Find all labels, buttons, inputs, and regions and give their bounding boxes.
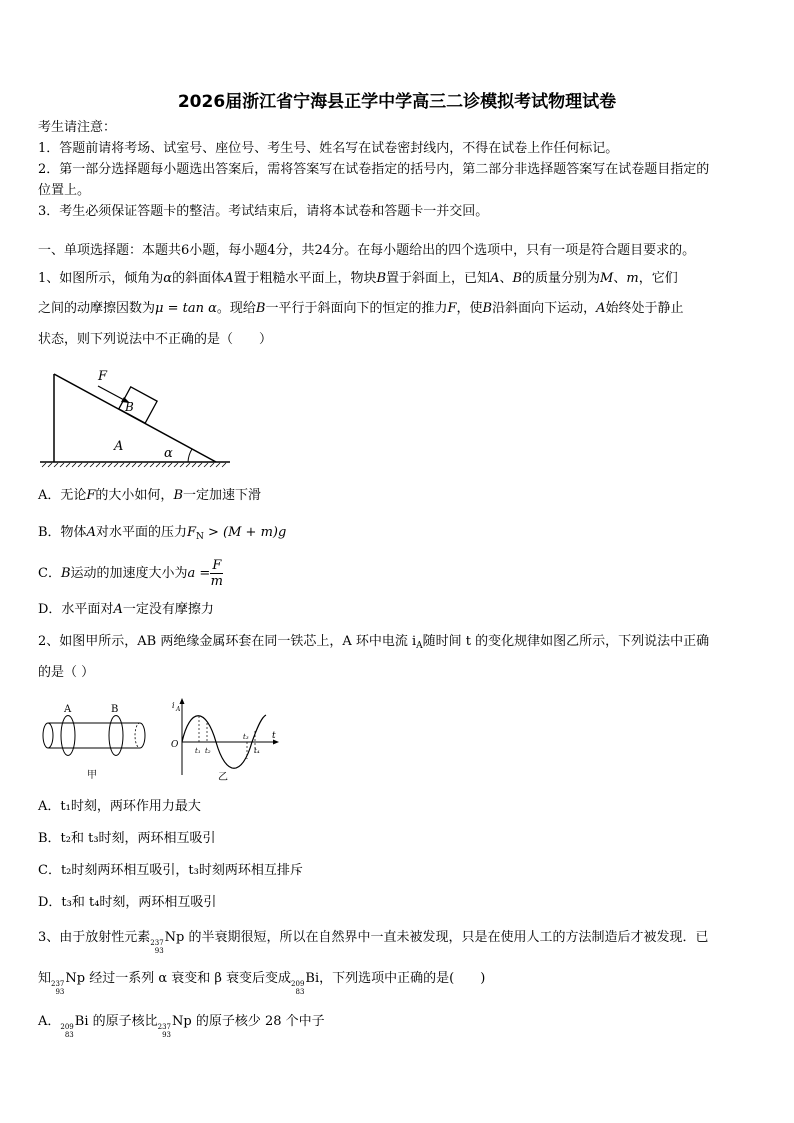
q2-line-1: 2、如图甲所示，AB 两绝缘金属环套在同一铁芯上，A 环中电流 $i_A$随时间 t 的变化规律如图乙所示，下列说法中正确 (38, 634, 710, 651)
x-axis-label: t (272, 731, 276, 741)
svg-text:t₄: t₄ (254, 747, 260, 755)
rings-core-figure (40, 700, 152, 782)
figure-yi-label: 乙 (218, 772, 228, 783)
q1-line-1: 1、如图所示，倾角为α的斜面体A置于粗糙水平面上，物块B置于斜面上，已知A、B的质量分别为M、m，它们 (38, 271, 678, 286)
q1-option-a: A．无论F的大小如何，B一定加速下滑 (38, 488, 262, 503)
ring-a (61, 716, 75, 756)
ring-b (109, 716, 123, 756)
notice-item-2-cont: 位置上。 (38, 183, 91, 198)
q1-option-b: B．物体A对水平面的压力$F_N > (M + m)g$ (38, 525, 287, 542)
notice-item-3: 3．考生必须保证答题卡的整洁。考试结束后，请将本试卷和答题卡一并交回。 (38, 204, 489, 219)
ring-a-label: A (64, 704, 72, 715)
svg-text:t₂: t₂ (205, 747, 211, 755)
svg-text:A: A (176, 706, 181, 713)
y-axis-label: i (172, 701, 175, 710)
force-label: F (98, 369, 108, 384)
q1-line-3: 状态，则下列说法中不正确的是（ ） (38, 332, 273, 347)
q2-option-c: C．t₂时刻两环相互吸引，t₃时刻两环相互排斥 (38, 863, 303, 878)
wedge-label: A (114, 439, 124, 454)
incline-figure (36, 362, 236, 472)
q3-line-1: 3、由于放射性元素 237 93 Np 的半衰期很短，所以在自然界中一直未被发现，只是在使用人工的方法制造后才被发现．已 (38, 930, 709, 955)
q2-option-d: D．t₃和 t₄时刻，两环相互吸引 (38, 895, 217, 910)
section-heading: 一、单项选择题：本题共6小题，每小题4分，共24分。在每小题给出的四个选项中，只有一项是符合题目要求的。 (38, 243, 696, 258)
svg-text:t₁: t₁ (195, 747, 201, 755)
origin-label: O (171, 740, 179, 750)
page-title: 2026届浙江省宁海县正学中学高三二诊模拟考试物理试卷 (177, 92, 617, 112)
current-graph (168, 697, 284, 783)
q3-option-a: A． 209 83 Bi 的原子核比 237 93 Np 的原子核少 28 个中子 (38, 1014, 325, 1039)
block-label: B (125, 400, 134, 414)
notice-item-1: 1．答题前请将考场、试室号、座位号、考生号、姓名写在试卷密封线内，不得在试卷上作任何标记。 (38, 141, 619, 156)
ring-b-label: B (111, 704, 119, 715)
q3-line-2: 知 237 93 Np 经过一系列 α 衰变和 β 衰变后变成 209 83 Bi，下列选项中正确的是( ) (38, 971, 486, 996)
svg-text:t₃: t₃ (243, 733, 249, 741)
q2-option-b: B．t₂和 t₃时刻，两环相互吸引 (38, 831, 216, 846)
notice-item-2: 2．第一部分选择题每小题选出答案后，需将答案写在试卷指定的括号内，第二部分非选择题答案写在试卷题目指定的 (38, 162, 710, 177)
bi-nuclide: 209 83 (291, 980, 305, 996)
notice-heading: 考生请注意： (38, 120, 117, 135)
angle-label: α (164, 446, 173, 461)
q2-line-2: 的是（ ） (38, 665, 95, 680)
q1-option-c: C．B运动的加速度大小为a = $\frac{F}{m}$ (38, 558, 223, 589)
q1-option-d: D．水平面对A一定没有摩擦力 (38, 602, 214, 617)
figure-jia-label: 甲 (87, 770, 97, 781)
q1-line-2: 之间的动摩擦因数为μ = tan α。现给B一平行于斜面向下的恒定的推力F，使B沿斜面向下运动，A始终处于静止 (38, 301, 684, 316)
acceleration-fraction: $\frac{F}{m}$ (210, 558, 223, 589)
q2-option-a: A．t₁时刻，两环作用力最大 (38, 799, 201, 814)
np-nuclide: 237 93 (150, 939, 164, 955)
